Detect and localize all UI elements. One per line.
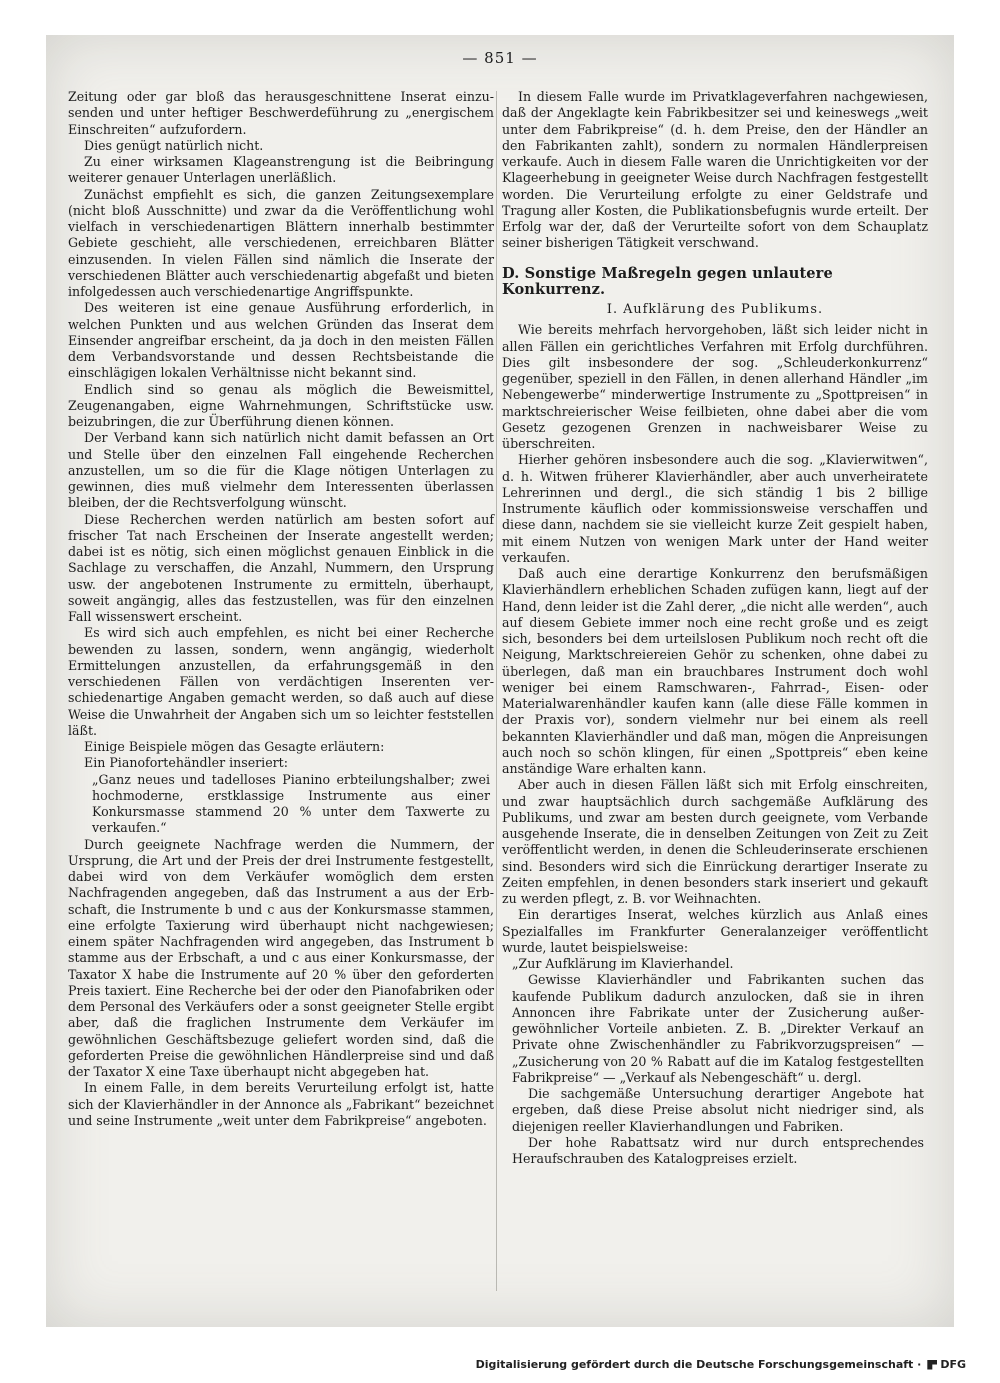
scanned-page <box>46 35 954 1327</box>
advertisement-quote: Gewisse Klavierhändler und Fabrikanten suchen das kaufende Publikum dadurch anzulocken, daß sie in ihren Annoncen ihre Fabrikate unter der Zusicherung außergewöhnlicher Vorteile anbieten. Z. B. „Direkter Verkauf an Private ohne Zwischenhändler zu Fabrikvorzugspreisen“ — „Zusicherung von 20 % Rabatt auf die im Katalog festgestellten Fabrikpreise“ — „Verkauf als Nebengeschäft“ u. dergl. <box>512 972 924 1085</box>
paragraph: In diesem Falle wurde im Privatklageverfahren nachgewiesen, daß der Angeklagte kein Fabrikbesitzer sei und keineswegs „weit unter dem Fabrikpreise“ (d. h. dem Preise, den der Händler an den Fabrikanten zahlt), sondern zu normalen Händlerpreisen verkaufe. Auch in diesem Falle waren die Unrichtigkeiten vor der Klageerhebung in geeigneter Weise durch Nachfragen festgestellt worden. Die Verurteilung erfolgte zu einer Geldstrafe und Tragung aller Kosten, die Publikationsbefugnis wurde erteilt. Der Erfolg war der, daß der Verurteilte sofort von dem Schauplatz seiner bisherigen Tätigkeit verschwand. <box>502 89 928 251</box>
paragraph: Wie bereits mehrfach hervorgehoben, läßt sich leider nicht in allen Fällen ein gerichtliches Verfahren mit Erfolg durchführen. Dies gilt insbesondere der sog. „Schleuderkonkurrenz“ gegenüber, speziell in den Fällen, in denen allerhand Händler „im Nebengewerbe“ minderwertige Instrumente zu „Spottpreisen“ in marktschreierischer Weise feilbieten, ohne dabei aber die vom Gesetz gezogenen Grenzen in nachweisbarer Weise zu überschreiten. <box>502 322 928 451</box>
subsection-heading: I. Aufklärung des Publikums. <box>606 302 824 317</box>
paragraph: In einem Falle, in dem bereits Verurteilung erfolgt ist, hatte sich der Klavierhändler in der Annonce als „Fabrikant“ bezeichnet und seine Instrumente „weit unter dem Fabrikpreise“ angeboten. <box>68 1080 494 1128</box>
dfg-logo <box>927 1358 966 1371</box>
section-heading: D. Sonstige Maßregeln gegen unlautere Konkurrenz. <box>502 264 833 298</box>
paragraph: Zeitung oder gar bloß das herausgeschnittene Inserat einzusenden und unter heftiger Beschwerdeführung zu „energischem Einschreiten“ aufzufordern. <box>68 89 494 137</box>
dfg-logo-text: DFG <box>940 1358 966 1371</box>
paragraph: Zunächst empfiehlt es sich, die ganzen Zeitungsexemplare (nicht bloß Ausschnitte) und zwar da die Veröffentlichung wohl vielfach in verschiedenartigen Blättern innerhalb bestimmter Gebiete geschieht, alle verschiedenen, erreichbaren Blätter einzusenden. In vielen Fällen sind nämlich die Inserate der verschiedenen Blätter auch verschiedenartig abgefaßt und bieten infolgedessen auch verschiedenartige Angriffspunkte. <box>68 186 494 299</box>
paragraph: Zu einer wirksamen Klageanstrengung ist die Beibringung weiterer genauer Unterlagen unerläßlich. <box>68 154 494 186</box>
paragraph: Ein derartiges Inserat, welches kürzlich aus Anlaß eines Spezialfalles im Frankfurter Generalanzeiger veröffentlicht wurde, lautet beispielsweise: <box>502 907 928 955</box>
digitization-credit <box>476 1358 966 1371</box>
dfg-logo-icon <box>927 1360 937 1370</box>
paragraph: Es wird sich auch empfehlen, es nicht bei einer Recherche bewenden zu lassen, sondern, wenn angängig, wiederholt Ermittelungen anzustellen, da erfahrungsgemäß in den verschiedenen Fällen von verdächtigen Inserenten verschiedenartige Angaben gemacht werden, so daß auch auf diese Weise die Unwahrheit der Angaben sich um so leichter feststellen läßt. <box>68 625 494 738</box>
credit-text: Digitalisierung gefördert durch die Deutsche Forschungsgemeinschaft · <box>475 1358 922 1371</box>
paragraph: Der Verband kann sich natürlich nicht damit befassen an Ort und Stelle über den einzelnen Fall eingehende Recherchen anzustellen, um so die für die Klage nötigen Unterlagen zu gewinnen, dies muß vielmehr dem Interessenten überlassen bleiben, der die Rechtsverfolgung wünscht. <box>68 430 494 511</box>
advertisement-quote: Die sachgemäße Untersuchung derartiger Angebote hat ergeben, daß diese Preise absolut nicht niedriger sind, als diejenigen reeller Klavierhandlungen und Fabriken. <box>512 1086 924 1134</box>
advertisement-quote: „Ganz neues und tadelloses Pianino erbteilungshalber; zwei hochmoderne, erstklassige Instrumente aus einer Konkursmasse stammend 20 % unter dem Taxwerte zu verkaufen.“ <box>92 771 490 836</box>
paragraph: Einige Beispiele mögen das Gesagte erläutern: <box>84 739 385 754</box>
advertisement-quote: Der hohe Rabattsatz wird nur durch entsprechendes Heraufschrauben des Katalogpreises erzielt. <box>512 1134 924 1166</box>
column-divider <box>496 91 497 1291</box>
paragraph: Ein Pianofortehändler inseriert: <box>84 755 288 771</box>
paragraph: Hierher gehören insbesondere auch die sog. „Klavierwitwen“, d. h. Witwen früherer Klavierhändler, aber auch unverheiratete Lehrerinnen und dergl., die sich ständig 1 bis 2 billige Instrumente käuflich oder kommissionsweise verschaffen und diese dann, nachdem sie sie vielleicht kurze Zeit gespielt haben, mit einem Nutzen von wenigen Mark unter der Hand weiter verkaufen. <box>502 452 928 565</box>
page-number: — 851 — <box>462 49 538 67</box>
right-column <box>502 89 928 1167</box>
advertisement-title: „Zur Aufklärung im Klavierhandel. <box>512 956 734 971</box>
paragraph: Des weiteren ist eine genaue Ausführung erforderlich, in welchen Punkten und aus welchen Gründen das Inserat dem Einsender angreifbar erscheint, da ja doch in den meisten Fällen dem Verbandsvorstande und dessen Rechtsbeistande die einschlägigen lokalen Verhältnisse nicht bekannt sind. <box>68 300 494 381</box>
paragraph: Diese Recherchen werden natürlich am besten sofort auf frischer Tat nach Erscheinen der Inserate angestellt werden; dabei ist es nötig, sich einen möglichst genauen Einblick in die Sachlage zu verschaffen, die Anzahl, Nummern, den Ursprung usw. der angebotenen Instrumente zu ermitteln, überhaupt, soweit angängig, alles das festzustellen, was für den einzelnen Fall wissenswert erscheint. <box>68 511 494 624</box>
paragraph: Daß auch eine derartige Konkurrenz den berufsmäßigen Klavierhändlern erheblichen Schaden zufügen kann, liegt auf der Hand, denn leider ist die Zahl derer, „die nicht alle werden“, auch auf diesem Gebiete immer noch eine recht große und es zeigt sich, besonders bei dem urteilslosen Publikum noch recht oft die Neigung, Marktschreiereien Gehör zu schenken, ohne dabei zu überlegen, daß man ein brauchbares Instrument doch wohl weniger bei einem Ramschwaren-, Fahrrad-, Eisen- oder Materialwarenhändler kaufen kann (alle diese Fälle kommen in der Praxis vor), sondern vielmehr nur bei einem als reell bekannten Klavierhändler und daß man, mögen die Anpreisungen auch noch so schön klingen, für einen „Spottpreis“ eben keine anständige Ware erhalten kann. <box>502 566 928 776</box>
paragraph: Aber auch in diesen Fällen läßt sich mit Erfolg einschreiten, und zwar hauptsächlich durch sachgemäße Aufklärung des Publikums, und zwar am besten durch geeignete, vom Verbande ausgehende Inserate, die in denselben Zeitungen von Zeit zu Zeit veröffentlicht werden, in denen die Schleuderinserate erschienen sind. Besonders wird sich die Einrückung derartiger Inserate zu Zeiten empfehlen, in denen besonders stark inseriert und gekauft zu werden pflegt, z. B. vor Weihnachten. <box>502 777 928 906</box>
paragraph: Durch geeignete Nachfrage werden die Nummern, der Ursprung, die Art und der Preis der drei Instrumente festgestellt, dabei wird von dem Verkäufer womöglich dem ersten Nachfragenden angegeben, daß das Instrument a aus der Erbschaft, die Instrumente b und c aus der Konkursmasse stammen, eine erfolgte Taxierung wird überhaupt nicht nachgewiesen; einem später Nachfragenden wird angegeben, das Instrument b stamme aus der Erbschaft, a und c aus einer Konkursmasse, der Taxator X habe die Instrumente auf 20 % über den geforderten Preis taxiert. Eine Recherche bei der oder den Pianofabriken oder dem Personal des Verkäufers oder a sonst geeigneter Stelle ergibt aber, daß die fraglichen Instrumente dem Verkäufer im gewöhnlichen Geschäftsbezuge geliefert worden sind, daß die geforderten Preise die gewöhnlichen Händlerpreise sind und daß der Taxator X eine Taxe überhaupt nicht abgegeben hat. <box>68 836 494 1079</box>
paragraph: Dies genügt natürlich nicht. <box>84 137 264 153</box>
left-column <box>68 89 494 1129</box>
paragraph: Endlich sind so genau als möglich die Beweismittel, Zeugenangaben, eigne Wahrnehmungen, Schriftstücke usw. beizubringen, die zur Überführung dienen können. <box>68 381 494 429</box>
